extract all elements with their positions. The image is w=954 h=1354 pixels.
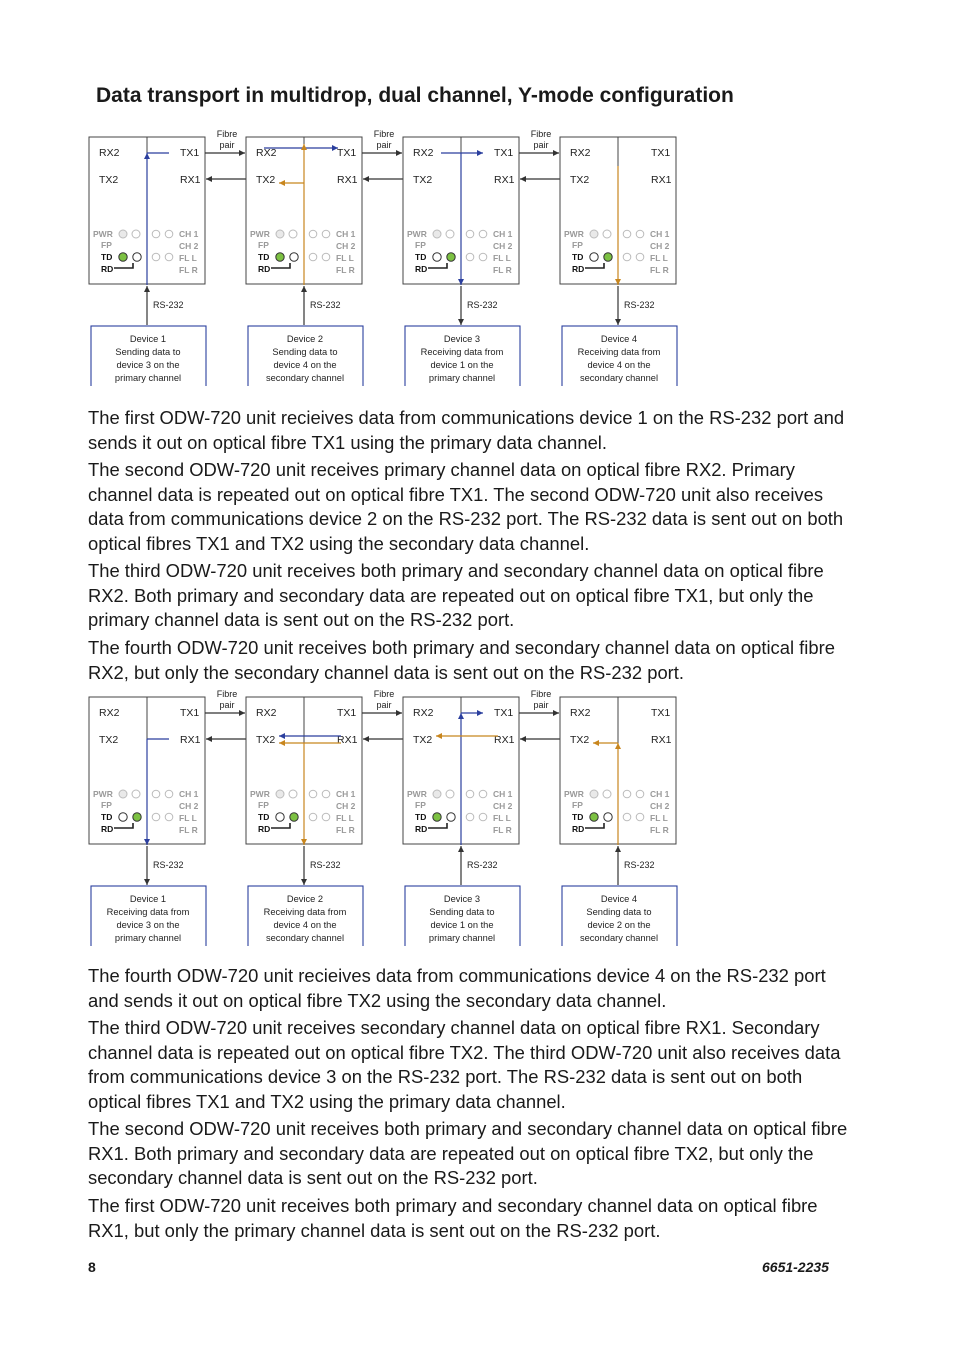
led-label-td: TD bbox=[415, 252, 427, 262]
fibre-label: Fibre bbox=[373, 689, 395, 699]
led-icon bbox=[289, 230, 297, 238]
port-label-tx2: TX2 bbox=[413, 734, 433, 746]
led-icon bbox=[603, 790, 611, 798]
led-label-ch1: CH 1 bbox=[179, 789, 199, 799]
led-icon bbox=[132, 790, 140, 798]
led-icon bbox=[289, 790, 297, 798]
primary-flow-head bbox=[477, 710, 483, 716]
port-label-rx2: RX2 bbox=[256, 147, 277, 159]
fibre-label: pair bbox=[219, 700, 235, 710]
device-desc-line: Receiving data from bbox=[263, 907, 347, 917]
rs232-connector-head bbox=[458, 846, 464, 852]
led-ch-icon bbox=[479, 230, 487, 238]
device-desc-line: secondary channel bbox=[579, 373, 659, 383]
led-pwr-icon bbox=[119, 230, 127, 238]
secondary-flow-head bbox=[279, 740, 285, 746]
fibre-link-tx2-rx1-head bbox=[363, 736, 369, 742]
port-label-tx1: TX1 bbox=[494, 707, 514, 719]
led-label-ch1: CH 1 bbox=[336, 229, 356, 239]
led-fl-icon bbox=[322, 813, 330, 821]
led-label-fp: FP bbox=[258, 240, 269, 250]
led-label-flr: FL R bbox=[179, 265, 198, 275]
port-label-tx2: TX2 bbox=[99, 734, 119, 746]
fibre-label: pair bbox=[533, 700, 549, 710]
device-desc-line: primary channel bbox=[428, 373, 496, 383]
led-label-pwr: PWR bbox=[250, 789, 270, 799]
fibre-label: Fibre bbox=[373, 129, 395, 139]
led-label-td: TD bbox=[258, 252, 270, 262]
led-rd-trace bbox=[428, 823, 447, 828]
led-fl-icon bbox=[636, 813, 644, 821]
device-desc-line: device 4 on the bbox=[273, 360, 337, 370]
led-rd-icon bbox=[290, 253, 298, 261]
led-label-rd: RD bbox=[415, 824, 428, 834]
led-label-td: TD bbox=[258, 812, 270, 822]
led-fl-icon bbox=[309, 813, 317, 821]
led-label-rd: RD bbox=[572, 264, 585, 274]
port-label-rx1: RX1 bbox=[337, 174, 358, 186]
secondary-flow-head bbox=[436, 733, 442, 739]
led-rd-trace bbox=[428, 263, 447, 268]
led-ch-icon bbox=[623, 230, 631, 238]
led-label-pwr: PWR bbox=[93, 789, 113, 799]
led-pwr-icon bbox=[119, 790, 127, 798]
port-label-tx1: TX1 bbox=[180, 147, 200, 159]
led-rd-trace bbox=[271, 263, 290, 268]
led-label-ch2: CH 2 bbox=[493, 801, 513, 811]
diagram-receive-svg bbox=[86, 686, 686, 946]
led-label-rd: RD bbox=[258, 824, 271, 834]
led-rd-trace bbox=[585, 263, 604, 268]
paragraph: The third ODW-720 unit receives secondary channel data on optical fibre RX1. Secondary channel data is repeated out on optical fibre TX2. The third ODW-720 unit also receives data from communications device 3 on the RS-232 port. The RS-232 data is sent out on both optical fibres TX1 and TX2 using the primary data channel. bbox=[88, 1017, 841, 1112]
led-label-fll: FL L bbox=[179, 253, 197, 263]
fibre-link-tx1-rx2-head bbox=[239, 150, 245, 156]
led-fl-icon bbox=[165, 253, 173, 261]
led-label-ch2: CH 2 bbox=[336, 241, 356, 251]
rs232-connector-head bbox=[144, 286, 150, 292]
device-desc-line: device 3 on the bbox=[116, 920, 180, 930]
paragraph: The first ODW-720 unit recieives data from communications device 1 on the RS-232 port and sends it out on optical fibre TX1 using the primary data channel. bbox=[88, 407, 845, 453]
device-desc-line: Receiving data from bbox=[106, 907, 190, 917]
led-label-flr: FL R bbox=[493, 265, 512, 275]
rs232-label: RS-232 bbox=[153, 300, 184, 310]
device-name: Device 3 bbox=[443, 334, 481, 344]
led-label-td: TD bbox=[101, 812, 113, 822]
led-td-icon bbox=[590, 813, 598, 821]
fibre-label: Fibre bbox=[216, 689, 238, 699]
device-desc-line: device 1 on the bbox=[430, 920, 494, 930]
rs232-connector-head bbox=[301, 879, 307, 885]
led-label-flr: FL R bbox=[336, 825, 355, 835]
led-label-pwr: PWR bbox=[564, 229, 584, 239]
led-td-icon bbox=[433, 253, 441, 261]
diagram-receive bbox=[86, 686, 686, 946]
device-desc-line: device 1 on the bbox=[430, 360, 494, 370]
device-name: Device 1 bbox=[129, 334, 167, 344]
device-desc-line: primary channel bbox=[114, 933, 182, 943]
led-label-rd: RD bbox=[101, 824, 114, 834]
led-label-fll: FL L bbox=[650, 253, 668, 263]
led-label-fll: FL L bbox=[336, 253, 354, 263]
page-number: 8 bbox=[88, 1259, 96, 1275]
port-label-tx2: TX2 bbox=[413, 174, 433, 186]
led-td-icon bbox=[276, 253, 284, 261]
led-pwr-icon bbox=[276, 790, 284, 798]
diagram-transmit-svg bbox=[86, 126, 686, 386]
led-pwr-icon bbox=[590, 790, 598, 798]
led-label-flr: FL R bbox=[650, 265, 669, 275]
port-label-tx2: TX2 bbox=[256, 174, 276, 186]
rs232-label: RS-232 bbox=[310, 300, 341, 310]
led-td-icon bbox=[276, 813, 284, 821]
led-fl-icon bbox=[479, 253, 487, 261]
fibre-link-tx2-rx1-head bbox=[520, 736, 526, 742]
led-label-ch2: CH 2 bbox=[179, 241, 199, 251]
led-label-ch1: CH 1 bbox=[336, 789, 356, 799]
primary-flow-head bbox=[144, 153, 150, 159]
port-label-tx1: TX1 bbox=[651, 707, 671, 719]
secondary-flow-head bbox=[593, 740, 599, 746]
port-label-rx1: RX1 bbox=[651, 734, 672, 746]
device-desc-line: secondary channel bbox=[579, 933, 659, 943]
fibre-label: pair bbox=[376, 700, 392, 710]
led-rd-trace bbox=[271, 823, 290, 828]
led-label-rd: RD bbox=[101, 264, 114, 274]
port-label-tx1: TX1 bbox=[494, 147, 514, 159]
device-desc-line: secondary channel bbox=[265, 373, 345, 383]
device-desc-line: primary channel bbox=[114, 373, 182, 383]
led-ch-icon bbox=[636, 230, 644, 238]
led-label-flr: FL R bbox=[179, 825, 198, 835]
page-title: Data transport in multidrop, dual channel, Y-mode configuration bbox=[96, 84, 734, 107]
port-label-rx2: RX2 bbox=[413, 147, 434, 159]
port-label-rx2: RX2 bbox=[570, 147, 591, 159]
rs232-label: RS-232 bbox=[153, 860, 184, 870]
rs232-label: RS-232 bbox=[467, 300, 498, 310]
port-label-tx1: TX1 bbox=[651, 147, 671, 159]
led-label-ch1: CH 1 bbox=[493, 789, 513, 799]
port-label-rx2: RX2 bbox=[256, 707, 277, 719]
paragraph: The fourth ODW-720 unit recieives data from communications device 4 on the RS-232 port and sends it out on optical fibre TX2 using the secondary data channel. bbox=[88, 965, 826, 1011]
led-label-fll: FL L bbox=[650, 813, 668, 823]
led-icon bbox=[446, 230, 454, 238]
led-label-flr: FL R bbox=[336, 265, 355, 275]
device-desc-line: Sending data to bbox=[586, 907, 652, 917]
port-label-rx2: RX2 bbox=[570, 707, 591, 719]
device-name: Device 2 bbox=[286, 894, 324, 904]
document-number: 6651-2235 bbox=[762, 1259, 829, 1275]
led-label-fll: FL L bbox=[336, 813, 354, 823]
led-label-rd: RD bbox=[572, 824, 585, 834]
led-label-pwr: PWR bbox=[407, 229, 427, 239]
device-name: Device 4 bbox=[600, 894, 638, 904]
led-label-fp: FP bbox=[415, 240, 426, 250]
led-fl-icon bbox=[479, 813, 487, 821]
led-pwr-icon bbox=[433, 230, 441, 238]
rs232-label: RS-232 bbox=[624, 300, 655, 310]
led-ch-icon bbox=[152, 790, 160, 798]
fibre-link-tx1-rx2-head bbox=[553, 150, 559, 156]
device-desc-line: Receiving data from bbox=[577, 347, 661, 357]
led-ch-icon bbox=[322, 230, 330, 238]
led-ch-icon bbox=[309, 230, 317, 238]
led-ch-icon bbox=[479, 790, 487, 798]
led-label-fll: FL L bbox=[493, 813, 511, 823]
led-fl-icon bbox=[623, 253, 631, 261]
port-label-rx1: RX1 bbox=[180, 174, 201, 186]
led-rd-icon bbox=[447, 253, 455, 261]
port-label-tx1: TX1 bbox=[337, 707, 357, 719]
fibre-link-tx1-rx2-head bbox=[396, 710, 402, 716]
led-rd-icon bbox=[133, 813, 141, 821]
led-fl-icon bbox=[623, 813, 631, 821]
primary-flow-head bbox=[477, 150, 483, 156]
rs232-label: RS-232 bbox=[467, 860, 498, 870]
led-label-flr: FL R bbox=[650, 825, 669, 835]
paragraph: The fourth ODW-720 unit receives both primary and secondary channel data on optical fibre RX2, but only the secondary channel data is sent out on the RS-232 port. bbox=[88, 637, 835, 683]
led-ch-icon bbox=[165, 790, 173, 798]
led-td-icon bbox=[433, 813, 441, 821]
led-label-fp: FP bbox=[101, 800, 112, 810]
port-label-rx2: RX2 bbox=[413, 707, 434, 719]
led-label-fp: FP bbox=[572, 800, 583, 810]
led-ch-icon bbox=[623, 790, 631, 798]
led-td-icon bbox=[119, 813, 127, 821]
led-rd-icon bbox=[604, 253, 612, 261]
port-label-rx1: RX1 bbox=[494, 734, 515, 746]
device-name: Device 1 bbox=[129, 894, 167, 904]
primary-flow-head bbox=[279, 733, 285, 739]
device-desc-line: primary channel bbox=[428, 933, 496, 943]
paragraph: The second ODW-720 unit receives primary channel data on optical fibre RX2. Primary channel data is repeated out on optical fibre TX1. The second ODW-720 unit also receives data from communications device 2 on the RS-232 port. The RS-232 data is sent out on both optical fibres TX1 and TX2 using the secondary data channel. bbox=[88, 459, 844, 554]
led-td-icon bbox=[590, 253, 598, 261]
led-icon bbox=[446, 790, 454, 798]
led-fl-icon bbox=[322, 253, 330, 261]
led-label-rd: RD bbox=[258, 264, 271, 274]
port-label-rx1: RX1 bbox=[494, 174, 515, 186]
led-pwr-icon bbox=[276, 230, 284, 238]
led-fl-icon bbox=[466, 253, 474, 261]
device-desc-line: Sending data to bbox=[272, 347, 338, 357]
led-rd-trace bbox=[585, 823, 604, 828]
led-pwr-icon bbox=[590, 230, 598, 238]
led-label-pwr: PWR bbox=[93, 229, 113, 239]
rs232-connector-head bbox=[301, 286, 307, 292]
led-pwr-icon bbox=[433, 790, 441, 798]
port-label-rx2: RX2 bbox=[99, 707, 120, 719]
fibre-link-tx2-rx1-head bbox=[363, 176, 369, 182]
led-fl-icon bbox=[152, 813, 160, 821]
device-desc-line: device 2 on the bbox=[587, 920, 651, 930]
device-name: Device 3 bbox=[443, 894, 481, 904]
rs232-connector-head bbox=[615, 319, 621, 325]
rs232-connector-head bbox=[615, 846, 621, 852]
device-desc-line: Receiving data from bbox=[420, 347, 504, 357]
led-ch-icon bbox=[309, 790, 317, 798]
paragraph: The second ODW-720 unit receives both primary and secondary channel data on optical fibre RX1. Both primary and secondary data are repeated out on optical fibre TX2, but only the secondary channel data is sent out on the RS-232 port. bbox=[88, 1118, 848, 1189]
port-label-rx2: RX2 bbox=[99, 147, 120, 159]
port-label-rx1: RX1 bbox=[180, 734, 201, 746]
led-icon bbox=[603, 230, 611, 238]
port-label-rx1: RX1 bbox=[337, 734, 358, 746]
fibre-label: pair bbox=[376, 140, 392, 150]
led-rd-icon bbox=[604, 813, 612, 821]
port-label-tx2: TX2 bbox=[570, 174, 590, 186]
device-desc-line: device 4 on the bbox=[587, 360, 651, 370]
led-label-pwr: PWR bbox=[407, 789, 427, 799]
device-name: Device 4 bbox=[600, 334, 638, 344]
fibre-label: Fibre bbox=[216, 129, 238, 139]
led-label-ch1: CH 1 bbox=[493, 229, 513, 239]
led-label-rd: RD bbox=[415, 264, 428, 274]
port-label-rx1: RX1 bbox=[651, 174, 672, 186]
led-label-ch2: CH 2 bbox=[336, 801, 356, 811]
rs232-connector-head bbox=[144, 879, 150, 885]
device-desc-line: device 4 on the bbox=[273, 920, 337, 930]
fibre-label: pair bbox=[219, 140, 235, 150]
led-ch-icon bbox=[322, 790, 330, 798]
fibre-link-tx1-rx2-head bbox=[396, 150, 402, 156]
led-ch-icon bbox=[165, 230, 173, 238]
diagram-transmit bbox=[86, 126, 686, 386]
led-fl-icon bbox=[636, 253, 644, 261]
paragraph: The first ODW-720 unit receives both primary and secondary channel data on optical fibre RX1, but only the primary channel data is sent out on the RS-232 port. bbox=[88, 1195, 818, 1241]
paragraph: The third ODW-720 unit receives both primary and secondary channel data on optical fibre RX2. Both primary and secondary data are repeated out on optical fibre TX1, but only the primary channel data is sent out on the RS-232 port. bbox=[88, 560, 824, 631]
port-label-tx1: TX1 bbox=[337, 147, 357, 159]
led-rd-trace bbox=[114, 263, 133, 268]
led-label-fp: FP bbox=[572, 240, 583, 250]
fibre-link-tx2-rx1-head bbox=[520, 176, 526, 182]
led-fl-icon bbox=[165, 813, 173, 821]
led-label-ch2: CH 2 bbox=[650, 801, 670, 811]
port-label-tx2: TX2 bbox=[256, 734, 276, 746]
rs232-label: RS-232 bbox=[310, 860, 341, 870]
led-fl-icon bbox=[152, 253, 160, 261]
led-label-ch1: CH 1 bbox=[650, 789, 670, 799]
led-fl-icon bbox=[309, 253, 317, 261]
port-label-tx1: TX1 bbox=[180, 707, 200, 719]
device-desc-line: secondary channel bbox=[265, 933, 345, 943]
fibre-label: Fibre bbox=[530, 689, 552, 699]
led-label-ch1: CH 1 bbox=[179, 229, 199, 239]
led-icon bbox=[132, 230, 140, 238]
led-ch-icon bbox=[152, 230, 160, 238]
device-desc-line: device 3 on the bbox=[116, 360, 180, 370]
led-label-fp: FP bbox=[415, 800, 426, 810]
led-label-td: TD bbox=[101, 252, 113, 262]
device-desc-line: Sending data to bbox=[115, 347, 181, 357]
fibre-link-tx1-rx2-head bbox=[553, 710, 559, 716]
fibre-link-tx2-rx1-head bbox=[206, 736, 212, 742]
led-label-td: TD bbox=[572, 812, 584, 822]
rs232-connector-head bbox=[458, 319, 464, 325]
led-label-ch1: CH 1 bbox=[650, 229, 670, 239]
secondary-flow-head bbox=[301, 144, 307, 150]
led-rd-icon bbox=[290, 813, 298, 821]
led-ch-icon bbox=[466, 790, 474, 798]
led-label-fll: FL L bbox=[179, 813, 197, 823]
led-label-td: TD bbox=[415, 812, 427, 822]
led-ch-icon bbox=[466, 230, 474, 238]
led-ch-icon bbox=[636, 790, 644, 798]
fibre-link-tx2-rx1-head bbox=[206, 176, 212, 182]
primary-flow-head bbox=[458, 713, 464, 719]
port-label-tx2: TX2 bbox=[570, 734, 590, 746]
fibre-label: Fibre bbox=[530, 129, 552, 139]
led-rd-icon bbox=[133, 253, 141, 261]
led-label-ch2: CH 2 bbox=[179, 801, 199, 811]
led-label-pwr: PWR bbox=[564, 789, 584, 799]
port-label-tx2: TX2 bbox=[99, 174, 119, 186]
secondary-flow-head bbox=[279, 180, 285, 186]
led-label-ch2: CH 2 bbox=[650, 241, 670, 251]
led-rd-trace bbox=[114, 823, 133, 828]
led-label-ch2: CH 2 bbox=[493, 241, 513, 251]
led-label-fp: FP bbox=[258, 800, 269, 810]
fibre-link-tx1-rx2-head bbox=[239, 710, 245, 716]
device-name: Device 2 bbox=[286, 334, 324, 344]
led-td-icon bbox=[119, 253, 127, 261]
led-label-fp: FP bbox=[101, 240, 112, 250]
led-label-pwr: PWR bbox=[250, 229, 270, 239]
led-rd-icon bbox=[447, 813, 455, 821]
led-fl-icon bbox=[466, 813, 474, 821]
led-label-td: TD bbox=[572, 252, 584, 262]
led-label-fll: FL L bbox=[493, 253, 511, 263]
device-desc-line: Sending data to bbox=[429, 907, 495, 917]
secondary-flow-head bbox=[615, 743, 621, 749]
fibre-label: pair bbox=[533, 140, 549, 150]
led-label-flr: FL R bbox=[493, 825, 512, 835]
rs232-label: RS-232 bbox=[624, 860, 655, 870]
